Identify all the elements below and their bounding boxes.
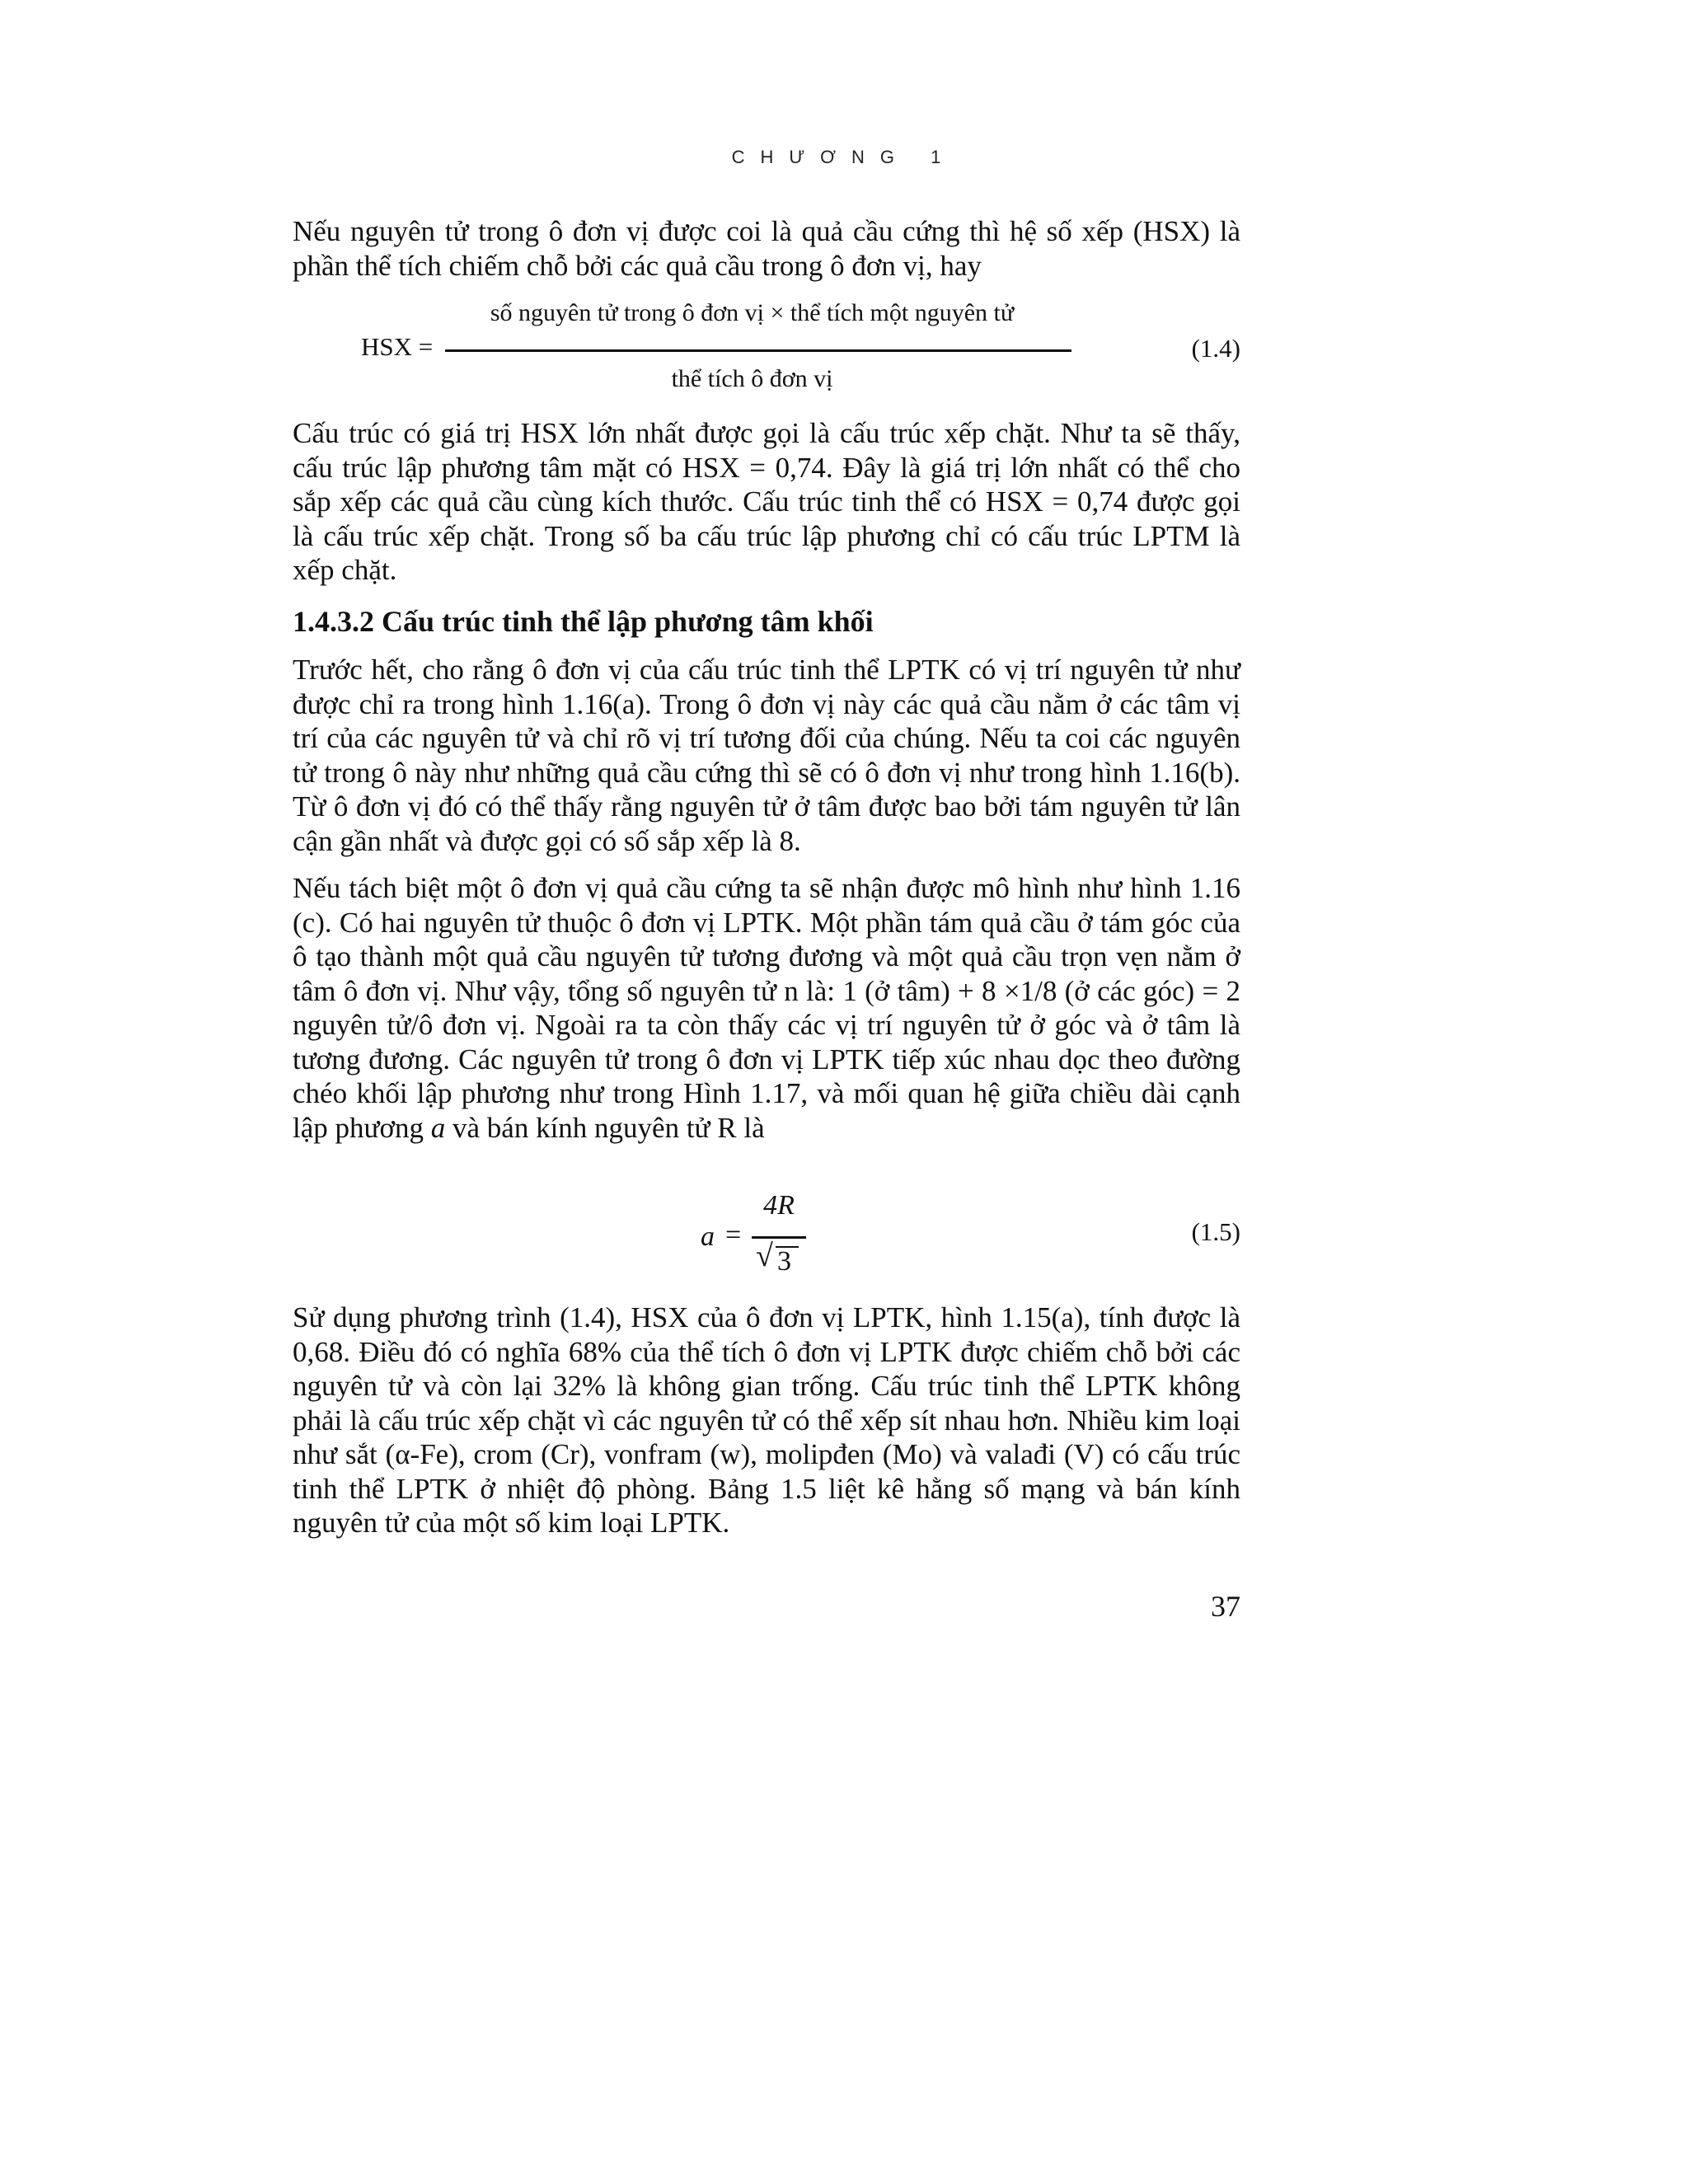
variable-a: a (430, 1111, 446, 1144)
fraction-bar (445, 349, 1071, 352)
section-heading: 1.4.3.2 Cấu trúc tinh thể lập phương tâm khối (293, 605, 874, 638)
equation-number: (1.5) (1191, 1217, 1240, 1246)
equation-variable: a (701, 1221, 715, 1252)
equation-numerator (750, 1190, 808, 1221)
equation-denominator: thể tích ô đơn vị (671, 365, 833, 392)
sqrt-radicand: 3 (777, 1246, 791, 1277)
equation-number: (1.4) (1191, 334, 1240, 363)
paragraph-intro: Nếu nguyên tử trong ô đơn vị được coi là quả cầu cứng thì hệ số xếp (HSX) là phần thể tích chiếm chỗ bởi các quả cầu trong ô đơn vị, hay (293, 215, 1240, 282)
equation-numerator: số nguyên tử trong ô đơn vị × thể tích một nguyên tử (490, 299, 1015, 326)
equation-1-4 (293, 301, 1240, 400)
equation-equals: = (725, 1220, 742, 1250)
page-number: 37 (1211, 1590, 1240, 1623)
equation-lhs: HSX = (361, 332, 434, 361)
paragraph-bcc-atoms (293, 871, 1240, 1145)
paragraph-text: và bán kính nguyên tử R là (452, 1111, 765, 1144)
equation-1-5 (293, 1190, 1240, 1294)
paragraph-bcc-description: Trước hết, cho rằng ô đơn vị của cấu trúc tinh thể LPTK có vị trí nguyên tử như được chỉ ra trong hình 1.16(a). Trong ô đơn vị này các quả cầu nằm ở các tâm vị trí của các nguyên tử và chỉ rõ vị trí tương đối của chúng. Nếu ta coi các nguyên tử trong ô này như những quả cầu cứng thì sẽ có ô đơn vị như trong hình 1.16(b). Từ ô đơn vị đó có thể thấy rằng nguyên tử ở tâm được bao bởi tám nguyên tử lân cận gần nhất và được gọi có số sắp xếp là 8. (293, 654, 1240, 857)
paragraph-bcc-packing-factor: Sử dụng phương trình (1.4), HSX của ô đơn vị LPTK, hình 1.15(a), tính được là 0,68. Điều đó có nghĩa 68% của thể tích ô đơn vị LPTK được chiếm chỗ bởi các nguyên tử và còn lại 32% là không gian trống. Cấu trúc tinh thể LPTK không phải là cấu trúc xếp chặt vì các nguyên tử có thể xếp sít nhau hơn. Nhiều kim loại như sắt (α-Fe), crom (Cr), vonfram (w), molipđen (Mo) và valađi (V) có cấu trúc tinh thể LPTK ở nhiệt độ phòng. Bảng 1.5 liệt kê hằng số mạng và bán kính nguyên tử của một số kim loại LPTK. (293, 1301, 1240, 1539)
running-head: CHƯƠNG 1 (731, 147, 957, 167)
paragraph-text: Nếu tách biệt một ô đơn vị quả cầu cứng ta sẽ nhận được mô hình như hình 1.16 (c). Có hai nguyên tử thuộc ô đơn vị LPTK. Một phần tám quả cầu ở tám góc của ô tạo thành một quả cầu nguyên tử tương đương và một quả cầu trọn vẹn nằm ở tâm ô đơn vị. Như vậy, tổng số nguyên tử n là: 1 (ở tâm) + 8 ×1/8 (ở các góc) = 2 nguyên tử/ô đơn vị. Ngoài ra ta còn thấy các vị trí nguyên tử ở góc và ở tâm là tương đương. Các nguyên tử trong ô đơn vị LPTK tiếp xúc nhau dọc theo đường chéo khối lập phương như trong Hình 1.17, và mối quan hệ giữa chiều dài cạnh lập phương (293, 872, 1240, 1144)
sqrt-sign: √ (756, 1239, 773, 1273)
numerator-text: 4R (763, 1190, 795, 1221)
paragraph-packing: Cấu trúc có giá trị HSX lớn nhất được gọi là cấu trúc xếp chặt. Như ta sẽ thấy, cấu trúc lập phương tâm mặt có HSX = 0,74. Đây là giá trị lớn nhất có thể cho sắp xếp các quả cầu cùng kích thước. Cấu trúc tinh thể có HSX = 0,74 được gọi là cấu trúc xếp chặt. Trong số ba cấu trúc lập phương chỉ có cấu trúc LPTM là xếp chặt. (293, 417, 1240, 586)
